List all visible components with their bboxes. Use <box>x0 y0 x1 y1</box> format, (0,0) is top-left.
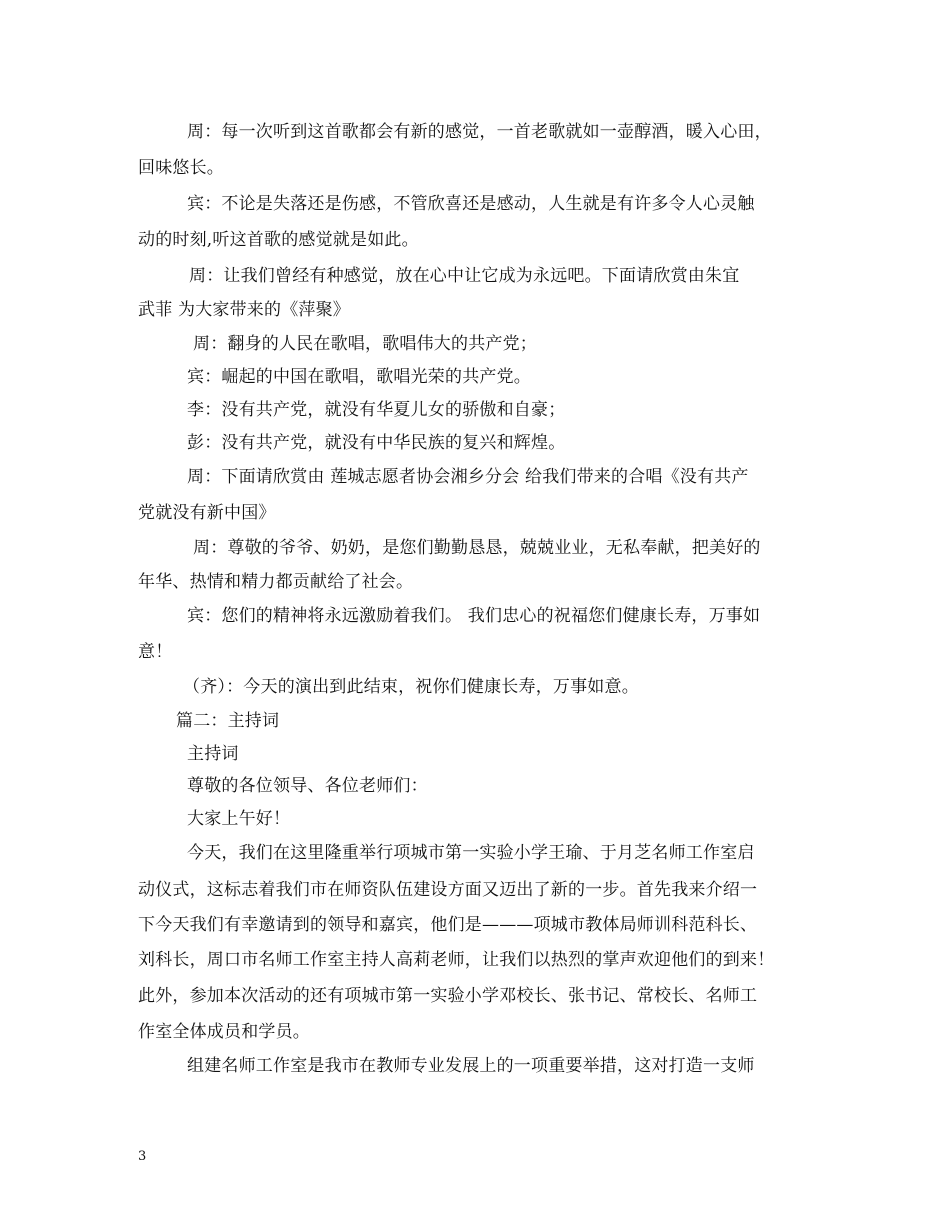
text-line: 主持词 <box>187 744 239 764</box>
text-line: 尊敬的各位领导、各位老师们： <box>187 776 428 796</box>
text-line: （齐）：今天的演出到此结束，祝你们健康长寿，万事如意。 <box>183 677 639 697</box>
text-line: 周：每一次听到这首歌都会有新的感觉，一首老歌就如一壶醇酒，暖入心田， <box>187 122 772 142</box>
text-line: 武菲 为大家带来的《萍聚》 <box>138 300 351 320</box>
page-number: 3 <box>138 1149 147 1164</box>
text-line: 动的时刻,听这首歌的感觉就是如此。 <box>138 230 419 250</box>
text-line: 今天，我们在这里隆重举行项城市第一实验小学王瑜、于月芝名师工作室启 <box>187 843 755 863</box>
text-line: 李：没有共产党，就没有华夏儿女的骄傲和自豪； <box>187 400 566 420</box>
text-line: 动仪式，这标志着我们市在师资队伍建设方面又迈出了新的一步。首先我来介绍一 <box>138 880 758 900</box>
text-line: 意！ <box>138 642 173 662</box>
text-line: 宾：崛起的中国在歌唱，歌唱光荣的共产党。 <box>187 367 531 387</box>
text-line: 彭：没有共产党，就没有中华民族的复兴和辉煌。 <box>187 433 566 453</box>
text-line: 刘科长，周口市名师工作室主持人高莉老师，让我们以热烈的掌声欢迎他们的到来！ <box>138 950 775 970</box>
text-line: 此外，参加本次活动的还有项城市第一实验小学邓校长、张书记、常校长、名师工 <box>138 986 758 1006</box>
section-heading: 篇二：主持词 <box>176 711 280 731</box>
text-line: 大家上午好！ <box>187 809 291 829</box>
text-line: 党就没有新中国》 <box>138 503 276 523</box>
text-line: 回味悠长。 <box>138 158 224 178</box>
text-line: 年华、热情和精力都贡献给了社会。 <box>138 572 414 592</box>
text-line: 组建名师工作室是我市在教师专业发展上的一项重要举措，这对打造一支师 <box>187 1056 755 1076</box>
text-line: 周：尊敬的爷爷、奶奶，是您们勤勤恳恳，兢兢业业，无私奉献，把美好的 <box>193 538 761 558</box>
text-line: 宾：不论是失落还是伤感，不管欣喜还是感动，人生就是有许多令人心灵触 <box>187 194 755 214</box>
text-line: 周：下面请欣赏由 莲城志愿者协会湘乡分会 给我们带来的合唱《没有共产 <box>187 467 749 487</box>
text-line: 下今天我们有幸邀请到的领导和嘉宾，他们是———项城市教体局师训科范科长、 <box>138 915 758 935</box>
text-line: 宾：您们的精神将永远激励着我们。 我们忠心的祝福您们健康长寿，万事如 <box>187 606 761 626</box>
text-line: 周：翻身的人民在歌唱，歌唱伟大的共产党； <box>193 334 537 354</box>
text-line: 作室全体成员和学员。 <box>138 1022 310 1042</box>
text-line: 周：让我们曾经有种感觉，放在心中让它成为永远吧。下面请欣赏由朱宜 <box>189 266 740 286</box>
